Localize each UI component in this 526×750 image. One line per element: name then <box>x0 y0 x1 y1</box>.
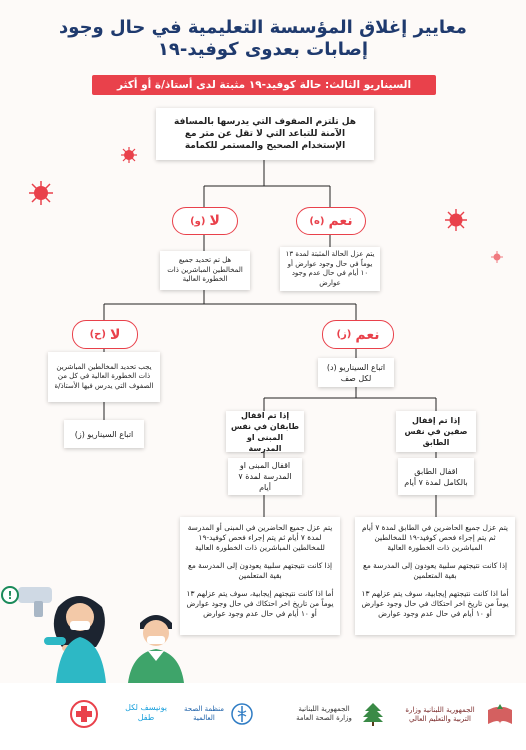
no-h-label: لا <box>109 326 121 343</box>
yes-h-text-box <box>280 247 380 291</box>
footer <box>0 683 526 750</box>
ministry-education-text: الجمهورية اللبنانية وزارة التربية والتعليم العالي <box>405 706 475 723</box>
virus-icon <box>490 250 504 264</box>
yes-z-pill <box>322 320 394 349</box>
detail-left-p2: إذا كانت نتيجتهم سلبية يعودون إلى المدرسة مع بقية المتعلمين <box>187 561 333 580</box>
detail-right-p1: يتم عزل جميع الحاضرين في الطابق لمدة ٧ أيام ثم يتم إجراء فحص كوفيد-١٩ للمخالطين المباشرين ذات الخطورة العالية <box>362 523 508 552</box>
virus-icon <box>120 146 138 164</box>
yes-h-label: نعم <box>328 213 353 229</box>
action-left-box <box>228 458 302 495</box>
ministry-health-text: الجمهورية اللبنانية وزارة الصحة العامة <box>296 705 352 722</box>
yes-z-text-box <box>318 358 394 387</box>
cedar-icon <box>362 701 384 727</box>
no-w-question-box <box>160 251 250 290</box>
virus-icon <box>28 180 54 206</box>
yes-z-text: اتباع السيناريو (د) لكل صف <box>326 362 386 383</box>
q-right-text: إذا تم إقفال صفين في نفس الطابق <box>404 416 468 447</box>
scenario-banner: السيناريو الثالث: حالة كوفيد-١٩ مثبتة لدى أستاذ/ة أو أكثر <box>92 75 436 95</box>
no-w-letter: (و) <box>190 215 206 227</box>
detail-left-p3: أما اذا كانت نتيجتهم إيجابية، سوف يتم عزلهم ١٣ يوماً من تاريخ اخر احتكاك في حال وجود عوارض أو ١٠ أيام في حال عدم وجود عوارض <box>186 589 334 618</box>
thermometer-icon <box>18 587 52 603</box>
svg-text:!: ! <box>7 589 13 602</box>
detail-right-p3: أما اذا كانت نتيجتهم إيجابية، سوف يتم عزلهم ١٣ يوماً من تاريخ اخر احتكاك في حال وجود عوارض أو ١٠ أيام في حال عدم وجود عوارض <box>361 589 509 618</box>
yes-h-pill <box>296 207 366 235</box>
action-right-box <box>398 458 474 495</box>
page-title <box>10 17 516 61</box>
detail-left-p1: يتم عزل جميع الحاضرين في المبنى أو المدرسة لمدة ٧ أيام ثم يتم إجراء فحص كوفيد-١٩ للمخالطين المباشرين ذات الخطورة العالية <box>187 523 333 552</box>
q-right-box <box>396 411 476 452</box>
book-emblem-icon <box>486 700 514 730</box>
ministry-education-logo <box>398 695 516 735</box>
root-question-box <box>156 108 374 160</box>
detail-right-p2: إذا كانت نتيجتهم سلبية يعودون إلى المدرسة مع بقية المتعلمين <box>362 561 508 580</box>
no-h-follow-box <box>64 420 144 448</box>
detail-left-box <box>180 517 340 635</box>
action-left-text: اقفال المبنى او المدرسة لمدة ٧ أيام <box>238 461 292 492</box>
title-line-2: إصابات بعدوى كوفيد-١٩ <box>157 39 369 60</box>
no-w-question-text: هل تم تحديد جميع المخالطين المباشرين ذات الخطورة العالية <box>167 256 243 284</box>
root-question-text: هل تلتزم الصفوف التي يدرسها بالمسافة الآمنة للتباعد التي لا تقل عن متر مع الإستخدام الصحيح والمستمر للكمامة <box>173 117 356 151</box>
no-h-text: يجب تحديد المخالطين المباشرين ذات الخطورة العالية في كل من الصفوف التي يدرس فيها الأستاذ/ة <box>54 362 154 390</box>
yes-h-text: يتم عزل الحالة المثبتة لمدة ١٣ يوماً في حال وجود عوارض أو ١٠ أيام في حال عدم وجود عوارض <box>285 250 375 287</box>
unicef-logo: يونيسف لكل طفل <box>125 703 167 722</box>
who-logo <box>180 699 258 729</box>
yes-z-label: نعم <box>355 326 380 343</box>
q-left-text: إذا تم اقفال طابقان في نفس المبنى او المدرسة <box>230 410 300 453</box>
no-h-follow-text: اتباع السيناريو (ز) <box>74 429 134 439</box>
red-cross-logo <box>70 700 98 728</box>
title-line-1: معايير إغلاق المؤسسة التعليمية في حال وجود <box>59 17 467 38</box>
q-left-box <box>226 411 304 452</box>
no-h-letter: (ح) <box>89 329 106 340</box>
yes-h-letter: (ه) <box>309 215 325 227</box>
no-h-text-box <box>48 352 160 402</box>
ministry-health-logo <box>290 697 386 731</box>
detail-right-box <box>355 517 515 635</box>
no-w-pill <box>172 207 238 235</box>
virus-icon <box>444 208 468 232</box>
action-right-text: اقفال الطابق بالكامل لمدة ٧ أيام <box>404 466 468 487</box>
no-w-label: لا <box>209 213 220 229</box>
teacher-illustration <box>0 575 200 683</box>
who-logo-text: منظمة الصحة العالمية <box>183 705 225 722</box>
yes-z-letter: (ز) <box>336 329 352 340</box>
who-emblem-icon <box>231 703 253 725</box>
no-h-pill <box>72 320 138 349</box>
